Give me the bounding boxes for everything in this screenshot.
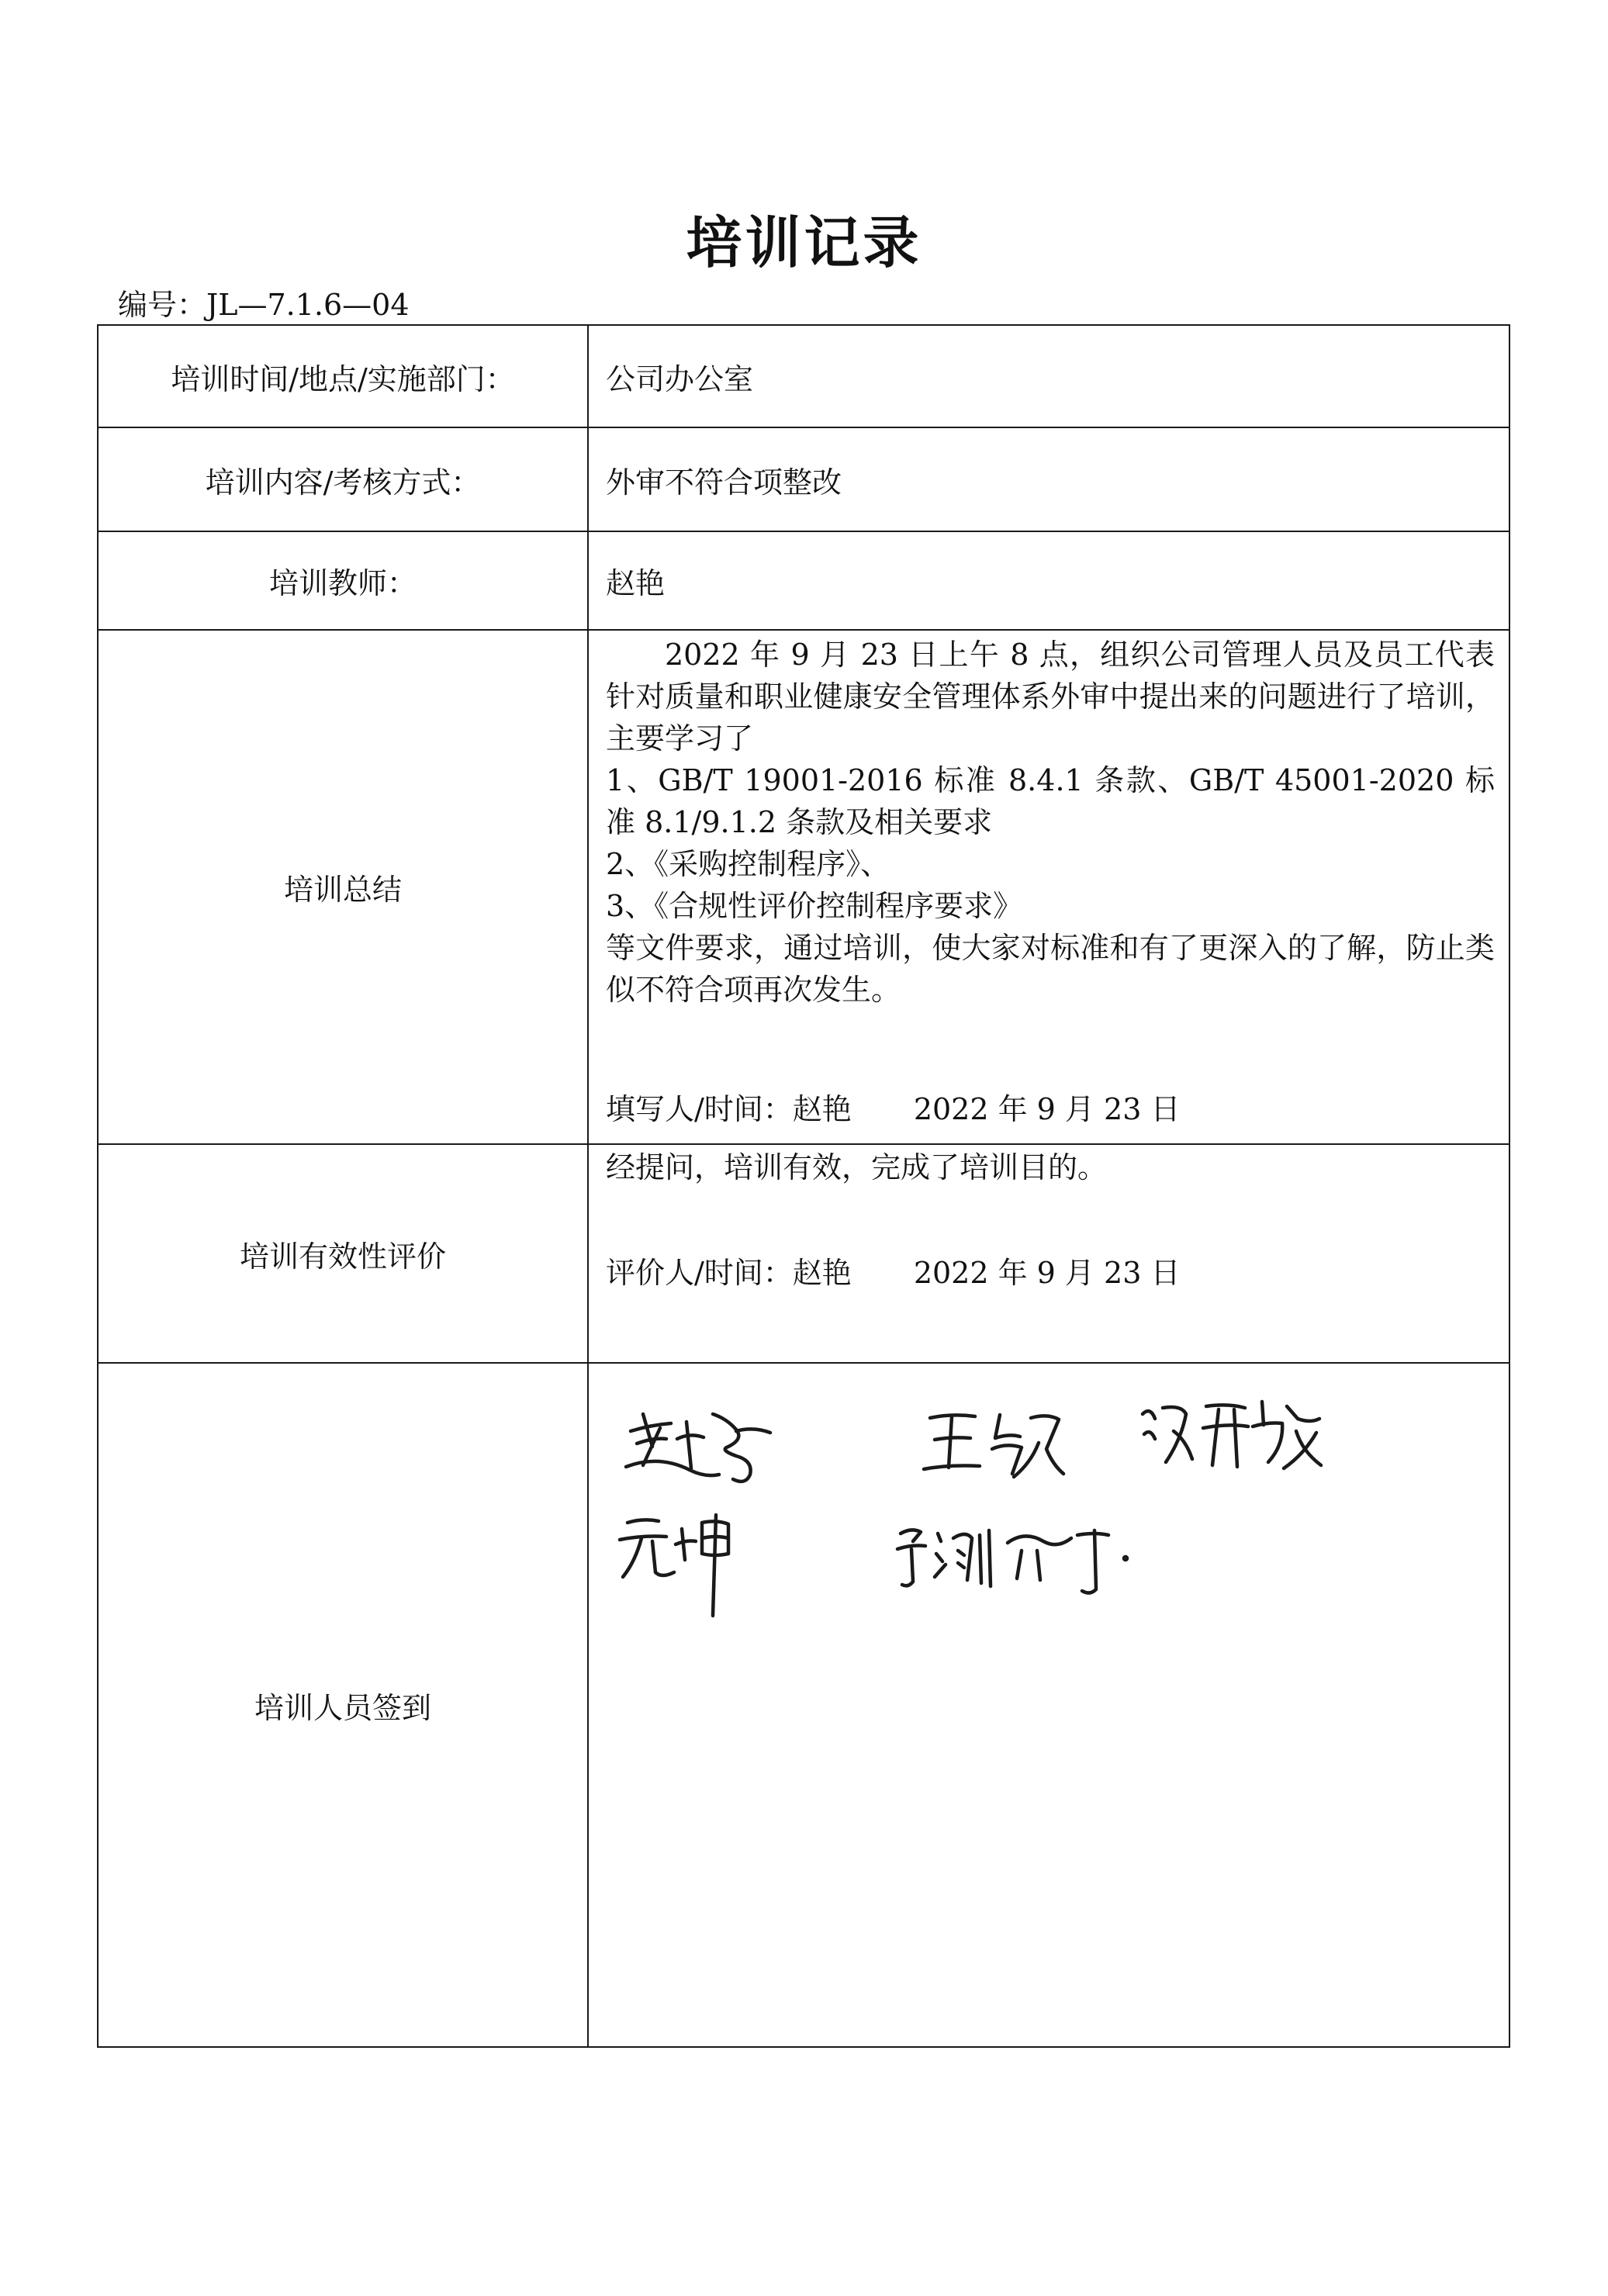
row-signin [98,1363,1509,2047]
signin-area [588,1363,1509,2047]
row-summary [98,630,1509,1144]
document-number: 编号：JL—7.1.6—04 [118,288,410,322]
document-title: 培训记录 [686,210,922,275]
filler-date: 2022 年 9 月 23 日 [913,1092,1181,1126]
evaluation-content [588,1144,1509,1363]
filler-label: 填写人/时间：赵艳 [606,1092,852,1126]
content-value: 外审不符合项整改 [588,427,1509,531]
summary-conclusion: 等文件要求，通过培训，使大家对标准和有了更深入的了解，防止类似不符合项再次发生。 [606,931,1495,1007]
signature-1 [620,1399,798,1492]
row-content [98,427,1509,531]
summary-item-3: 3、《合规性评价控制程序要求》 [606,889,1023,923]
row-teacher [98,531,1509,630]
content-label: 培训内容/考核方式： [98,427,588,531]
summary-content [588,630,1509,1144]
signin-label: 培训人员签到 [98,1363,588,2047]
summary-label: 培训总结 [98,630,588,1144]
row-evaluation [98,1144,1509,1363]
evaluation-text: 经提问，培训有效，完成了培训目的。 [606,1150,1108,1184]
evaluation-label: 培训有效性评价 [98,1144,588,1363]
summary-item-1: 1、GB/T 19001-2016 标准 8.4.1 条款、GB/T 45001-2020 标准 8.1/9.1.2 条款及相关要求 [606,763,1495,839]
time-place-value: 公司办公室 [588,325,1509,427]
signature-4 [612,1507,775,1623]
summary-paragraph: 2022 年 9 月 23 日上午 8 点，组织公司管理人员及员工代表针对质量和职业健康安全管理体系外审中提出来的问题进行了培训，主要学习了 [606,638,1495,756]
row-time-place [98,325,1509,427]
filler-line [606,1088,1495,1130]
teacher-label: 培训教师： [98,531,588,630]
evaluator-date: 2022 年 9 月 23 日 [913,1256,1181,1290]
time-place-label: 培训时间/地点/实施部门： [98,325,588,427]
teacher-value: 赵艳 [588,531,1509,630]
evaluator-line [606,1252,1495,1294]
evaluator-label: 评价人/时间：赵艳 [606,1256,852,1290]
summary-item-2: 2、《采购控制程序》、 [606,847,890,881]
signature-5 [891,1515,1132,1600]
signature-2 [915,1402,1070,1488]
signature-3 [1132,1391,1326,1484]
training-record-table [97,324,1510,2048]
